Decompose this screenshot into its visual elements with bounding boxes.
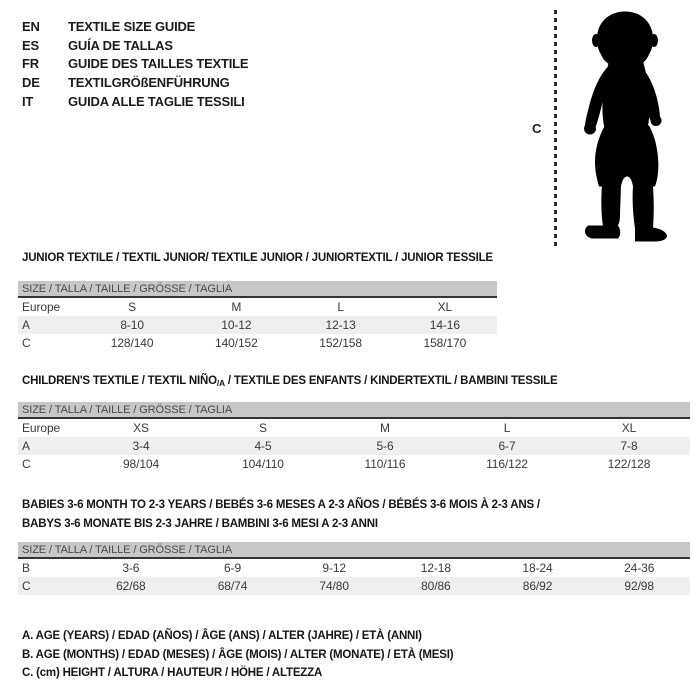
height-cell: 158/170 [423, 336, 467, 350]
baby-silhouette-icon [563, 8, 693, 246]
table-row-height [18, 577, 690, 595]
age-cell: 5-6 [376, 439, 394, 453]
row-label: C [22, 457, 31, 471]
months-cell: 12-18 [420, 561, 451, 575]
age-cell: 10-12 [221, 318, 252, 332]
height-cell: 86/92 [522, 579, 553, 593]
height-measure-line [554, 10, 557, 246]
size-cell: XS [133, 421, 149, 435]
months-cell: 6-9 [223, 561, 242, 575]
section-heading-children [22, 375, 557, 388]
height-cell: 74/80 [319, 579, 349, 593]
months-cell: 24-36 [624, 561, 655, 575]
language-code: FR [22, 56, 39, 72]
language-label: GUIDA ALLE TAGLIE TESSILI [68, 94, 245, 110]
section-heading-junior: JUNIOR TEXTILE / TEXTIL JUNIOR/ TEXTILE JUNIOR / JUNIORTEXTIL / JUNIOR TESSILE [22, 252, 493, 264]
row-label: Europe [22, 421, 61, 435]
height-cell: 92/98 [624, 579, 654, 593]
footnote-b: B. AGE (MONTHS) / EDAD (MESES) / ÂGE (MOIS) / ALTER (MONATE) / ETÀ (MESI) [22, 648, 454, 661]
table-row-months [18, 559, 690, 577]
language-label: TEXTILE SIZE GUIDE [68, 18, 196, 34]
footnote-a: A. AGE (YEARS) / EDAD (AÑOS) / ÂGE (ANS) / ALTER (JAHRE) / ETÀ (ANNI) [22, 630, 422, 642]
row-label: Europe [22, 300, 61, 314]
language-label: GUIDE DES TAILLES TEXTILE [68, 56, 249, 72]
language-code: EN [22, 18, 40, 34]
size-cell: S [259, 421, 267, 435]
size-cell: M [380, 421, 390, 435]
height-cell: 68/74 [217, 579, 248, 593]
junior-size-table [18, 281, 497, 352]
footnotes [22, 627, 453, 683]
height-cell: 98/104 [122, 457, 160, 471]
age-cell: 3-4 [132, 439, 150, 453]
size-cell: L [503, 421, 511, 435]
height-cell: 116/122 [486, 457, 528, 471]
size-cell: XL [621, 421, 637, 435]
language-code: ES [22, 37, 39, 53]
age-cell: 4-5 [254, 439, 272, 453]
size-bar: SIZE / TALLA / TAILLE / GRÖSSE / TAGLIA [18, 281, 497, 298]
age-cell: 8-10 [120, 318, 144, 332]
heading-line-1: BABIES 3-6 MONTH TO 2-3 YEARS / BEBÉS 3-6 MESES A 2-3 AÑOS / BÉBÉS 3-6 MOIS À 2-3 ANS / [22, 499, 540, 511]
table-row-europe [18, 419, 690, 437]
language-row-de [22, 73, 248, 92]
age-cell: 7-8 [620, 439, 638, 453]
age-cell: 6-7 [498, 439, 516, 453]
age-cell: 12-13 [325, 318, 356, 332]
height-cell: 152/158 [319, 336, 362, 350]
height-measure-label: C [532, 121, 542, 136]
heading-subscript: /A [216, 378, 225, 388]
heading-text: / TEXTILE DES ENFANTS / KINDERTEXTIL / BAMBINI TESSILE [224, 375, 558, 387]
months-cell: 9-12 [322, 561, 346, 575]
size-bar: SIZE / TALLA / TAILLE / GRÖSSE / TAGLIA [18, 542, 690, 559]
row-label: A [22, 439, 30, 453]
language-row-fr [22, 55, 248, 74]
heading-line-2: BABYS 3-6 MONATE BIS 2-3 JAHRE / BAMBINI 3-6 MESI A 2-3 ANNI [22, 517, 378, 530]
size-cell: L [337, 300, 344, 314]
size-cell: XL [437, 300, 453, 314]
table-row-age [18, 316, 497, 334]
language-row-en [22, 17, 248, 36]
height-cell: 62/68 [116, 579, 146, 593]
language-label: GUÍA DE TALLAS [68, 37, 173, 53]
language-label: TEXTILGRÖßENFÜHRUNG [68, 75, 230, 91]
language-list [22, 17, 248, 111]
row-label: B [22, 561, 30, 575]
months-cell: 3-6 [122, 561, 140, 575]
language-row-it [22, 92, 248, 111]
height-cell: 104/110 [242, 457, 284, 471]
size-cell: M [231, 300, 242, 314]
footnote-c: C. (cm) HEIGHT / ALTURA / HAUTEUR / HÖHE / ALTEZZA [22, 667, 323, 679]
row-label: C [22, 336, 31, 350]
height-cell: 80/86 [421, 579, 451, 593]
language-code: IT [22, 94, 34, 110]
height-cell: 140/152 [215, 336, 258, 350]
size-bar: SIZE / TALLA / TAILLE / GRÖSSE / TAGLIA [18, 402, 690, 419]
heading-text: CHILDREN'S TEXTILE / TEXTIL NIÑO [22, 375, 217, 387]
age-cell: 14-16 [429, 318, 460, 332]
language-row-es [22, 36, 248, 55]
height-cell: 110/116 [364, 457, 406, 471]
row-label: A [22, 318, 30, 332]
table-row-europe [18, 298, 497, 316]
height-cell: 122/128 [607, 457, 651, 471]
children-size-table [18, 402, 690, 473]
table-row-age [18, 437, 690, 455]
months-cell: 18-24 [522, 561, 553, 575]
row-label: C [22, 579, 31, 593]
size-cell: S [128, 300, 137, 314]
language-code: DE [22, 75, 40, 91]
babies-size-table [18, 542, 690, 595]
section-heading-babies [22, 496, 540, 533]
table-row-height [18, 455, 690, 473]
table-row-height [18, 334, 497, 352]
height-cell: 128/140 [110, 336, 154, 350]
